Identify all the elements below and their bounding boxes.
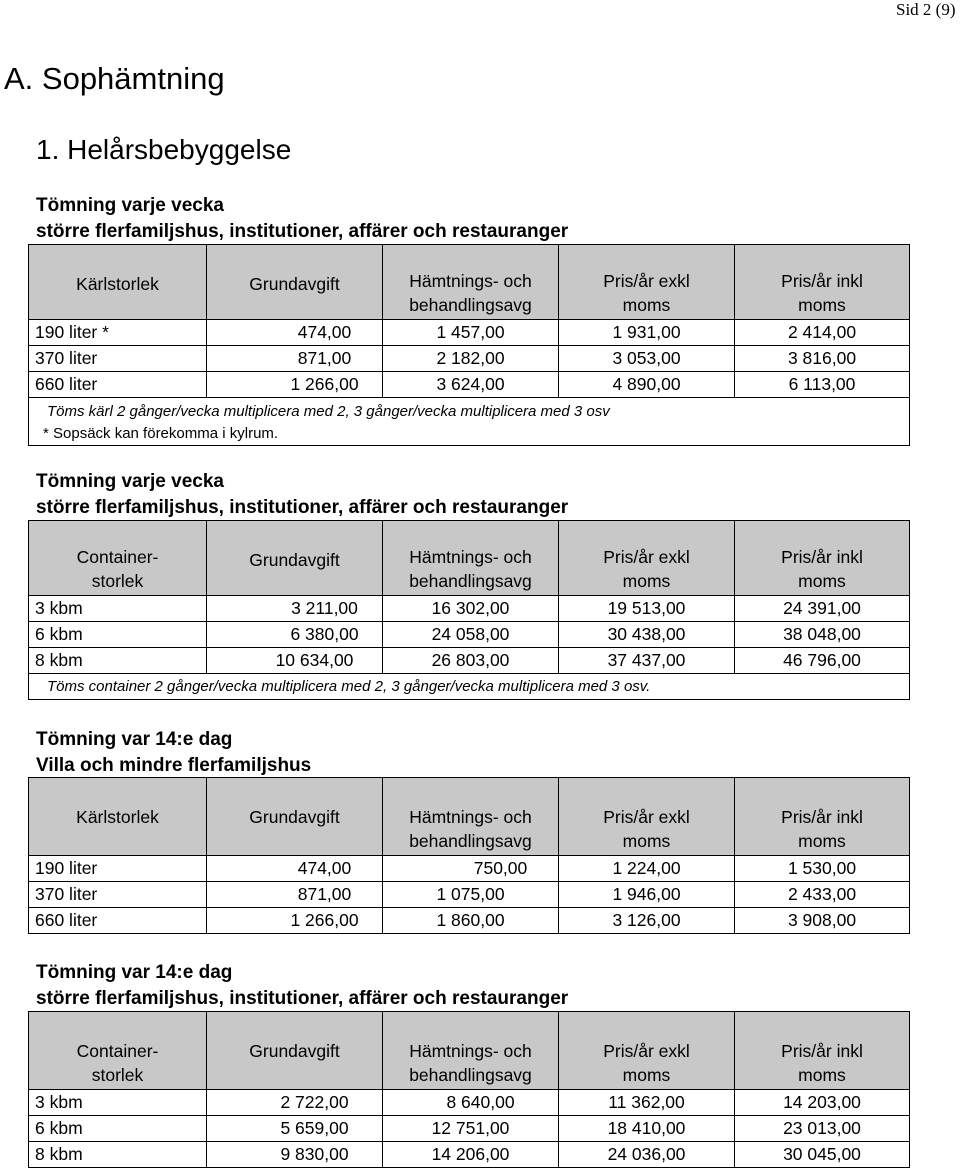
table-row bbox=[29, 856, 910, 882]
table-cell: 3 kbm bbox=[29, 596, 207, 622]
table-cell: 1 946,00 bbox=[559, 882, 735, 908]
table-row bbox=[29, 908, 910, 934]
section-3-title-line1: Tömning var 14:e dag bbox=[36, 729, 233, 750]
table-cell: 370 liter bbox=[29, 882, 207, 908]
table-cell: 1 530,00 bbox=[735, 856, 910, 882]
table-cell: 18 410,00 bbox=[559, 1116, 735, 1142]
section-4-title bbox=[36, 960, 568, 1012]
col-header: Grundavgift bbox=[207, 778, 383, 856]
table-cell: 2 722,00 bbox=[207, 1090, 383, 1116]
table-cell: 23 013,00 bbox=[735, 1116, 910, 1142]
col-header: Pris/år exkl moms bbox=[559, 245, 735, 320]
fee-table-2 bbox=[28, 520, 910, 700]
table-cell: 3 126,00 bbox=[559, 908, 735, 934]
table-cell: 8 kbm bbox=[29, 1142, 207, 1168]
table-cell: 38 048,00 bbox=[735, 622, 910, 648]
table-cell: 6 113,00 bbox=[735, 372, 910, 398]
table-cell: 3 908,00 bbox=[735, 908, 910, 934]
col-header: Pris/år exkl moms bbox=[559, 521, 735, 596]
table-row bbox=[29, 596, 910, 622]
table-footnote: * Sopsäck kan förekomma i kylrum. bbox=[43, 425, 279, 442]
table-note: Töms kärl 2 gånger/vecka multiplicera med 2, 3 gånger/vecka multiplicera med 3 osv bbox=[47, 402, 610, 420]
col-header: Hämtnings- och behandlingsavg bbox=[383, 1012, 559, 1090]
page-heading: A. Sophämtning bbox=[4, 61, 225, 96]
table-header-row bbox=[29, 778, 910, 856]
table-cell: 871,00 bbox=[207, 346, 383, 372]
table-cell: 370 liter bbox=[29, 346, 207, 372]
fee-table-1 bbox=[28, 244, 910, 446]
table-cell: 6 kbm bbox=[29, 622, 207, 648]
table-cell: 14 206,00 bbox=[383, 1142, 559, 1168]
table-note-row bbox=[29, 674, 910, 700]
table-cell: 37 437,00 bbox=[559, 648, 735, 674]
table-cell: 3 816,00 bbox=[735, 346, 910, 372]
table-cell: 30 045,00 bbox=[735, 1142, 910, 1168]
table-header-row bbox=[29, 245, 910, 320]
section-1-title-line1: Tömning varje vecka bbox=[36, 195, 224, 216]
table-cell: 4 890,00 bbox=[559, 372, 735, 398]
table-cell: 8 640,00 bbox=[383, 1090, 559, 1116]
section-2-title-line1: Tömning varje vecka bbox=[36, 471, 224, 492]
table-row bbox=[29, 648, 910, 674]
table-cell: 190 liter * bbox=[29, 320, 207, 346]
table-cell: 474,00 bbox=[207, 320, 383, 346]
section-3-title bbox=[36, 727, 311, 779]
table-row bbox=[29, 346, 910, 372]
table-cell: 12 751,00 bbox=[383, 1116, 559, 1142]
table-cell: 474,00 bbox=[207, 856, 383, 882]
section-1-title-line2: större flerfamiljshus, institutioner, affärer och restauranger bbox=[36, 221, 569, 242]
col-header: Grundavgift bbox=[207, 245, 383, 320]
table-header-row bbox=[29, 521, 910, 596]
col-header: Pris/år inkl moms bbox=[735, 521, 910, 596]
section-3-title-line2: Villa och mindre flerfamiljshus bbox=[36, 755, 312, 776]
page-subheading: 1. Helårsbebyggelse bbox=[36, 134, 292, 165]
table-cell: 190 liter bbox=[29, 856, 207, 882]
table-cell: 16 302,00 bbox=[383, 596, 559, 622]
table-cell: 2 433,00 bbox=[735, 882, 910, 908]
table-cell: 30 438,00 bbox=[559, 622, 735, 648]
table-cell: 660 liter bbox=[29, 372, 207, 398]
table-cell: 2 182,00 bbox=[383, 346, 559, 372]
table-row bbox=[29, 372, 910, 398]
table-row bbox=[29, 622, 910, 648]
table-cell: 9 830,00 bbox=[207, 1142, 383, 1168]
table-note: Töms container 2 gånger/vecka multiplicera med 2, 3 gånger/vecka multiplicera med 3 osv. bbox=[47, 678, 651, 695]
table-row bbox=[29, 1116, 910, 1142]
table-cell: 1 266,00 bbox=[207, 908, 383, 934]
table-cell: 1 931,00 bbox=[559, 320, 735, 346]
table-note-row bbox=[29, 423, 910, 446]
table-cell: 3 kbm bbox=[29, 1090, 207, 1116]
col-header: Container-storlek bbox=[29, 521, 207, 596]
col-header: Grundavgift bbox=[207, 1012, 383, 1090]
table-row bbox=[29, 1142, 910, 1168]
col-header: Pris/år inkl moms bbox=[735, 1012, 910, 1090]
table-cell: 46 796,00 bbox=[735, 648, 910, 674]
table-row bbox=[29, 320, 910, 346]
table-cell: 3 624,00 bbox=[383, 372, 559, 398]
section-2-title bbox=[36, 469, 568, 521]
col-header: Pris/år exkl moms bbox=[559, 778, 735, 856]
table-cell: 2 414,00 bbox=[735, 320, 910, 346]
col-header: Container-storlek bbox=[29, 1012, 207, 1090]
fee-table-4 bbox=[28, 1011, 910, 1168]
col-header: Pris/år inkl moms bbox=[735, 778, 910, 856]
section-2-title-line2: större flerfamiljshus, institutioner, affärer och restauranger bbox=[36, 497, 569, 518]
table-cell: 3 053,00 bbox=[559, 346, 735, 372]
section-4-title-line2: större flerfamiljshus, institutioner, affärer och restauranger bbox=[36, 988, 569, 1009]
section-1-title bbox=[36, 193, 568, 245]
table-cell: 10 634,00 bbox=[207, 648, 383, 674]
table-cell: 1 457,00 bbox=[383, 320, 559, 346]
table-cell: 8 kbm bbox=[29, 648, 207, 674]
table-header-row bbox=[29, 1012, 910, 1090]
table-note-row bbox=[29, 398, 910, 424]
col-header: Hämtnings- och behandlingsavg bbox=[383, 245, 559, 320]
table-cell: 5 659,00 bbox=[207, 1116, 383, 1142]
table-row bbox=[29, 1090, 910, 1116]
col-header: Kärlstorlek bbox=[29, 778, 207, 856]
table-cell: 871,00 bbox=[207, 882, 383, 908]
col-header: Pris/år exkl moms bbox=[559, 1012, 735, 1090]
section-4-title-line1: Tömning var 14:e dag bbox=[36, 962, 233, 983]
fee-table-3 bbox=[28, 777, 910, 934]
col-header: Hämtnings- och behandlingsavg bbox=[383, 778, 559, 856]
col-header: Hämtnings- och behandlingsavg bbox=[383, 521, 559, 596]
table-cell: 24 036,00 bbox=[559, 1142, 735, 1168]
table-cell: 14 203,00 bbox=[735, 1090, 910, 1116]
table-cell: 19 513,00 bbox=[559, 596, 735, 622]
table-cell: 24 391,00 bbox=[735, 596, 910, 622]
table-cell: 6 kbm bbox=[29, 1116, 207, 1142]
table-cell: 660 liter bbox=[29, 908, 207, 934]
table-cell: 24 058,00 bbox=[383, 622, 559, 648]
table-cell: 750,00 bbox=[383, 856, 559, 882]
table-cell: 1 860,00 bbox=[383, 908, 559, 934]
table-cell: 3 211,00 bbox=[207, 596, 383, 622]
col-header: Pris/år inkl moms bbox=[735, 245, 910, 320]
table-cell: 1 266,00 bbox=[207, 372, 383, 398]
page-number: Sid 2 (9) bbox=[896, 0, 956, 19]
table-cell: 6 380,00 bbox=[207, 622, 383, 648]
table-cell: 26 803,00 bbox=[383, 648, 559, 674]
table-cell: 1 075,00 bbox=[383, 882, 559, 908]
col-header: Grundavgift bbox=[207, 521, 383, 596]
table-row bbox=[29, 882, 910, 908]
table-cell: 11 362,00 bbox=[559, 1090, 735, 1116]
col-header: Kärlstorlek bbox=[29, 245, 207, 320]
table-cell: 1 224,00 bbox=[559, 856, 735, 882]
